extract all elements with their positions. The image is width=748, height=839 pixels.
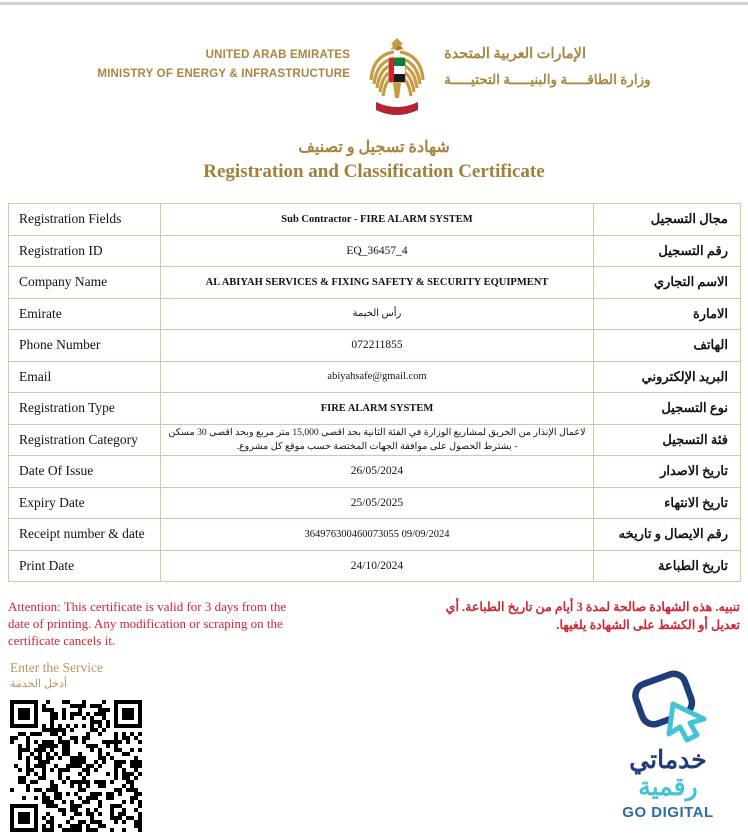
row-label-arabic: رقم التسجيل [594, 235, 741, 267]
row-value: رأس الخيمة [161, 298, 594, 330]
row-value: EQ_36457_4 [161, 235, 594, 267]
ministry-en-line2: MINISTRY OF ENERGY & INFRASTRUCTURE [97, 68, 351, 80]
row-label-english: Receipt number & date [9, 519, 161, 551]
row-label-arabic: الهاتف [594, 330, 741, 362]
row-value: abiyahsafe@gmail.com [161, 361, 594, 393]
table-row [9, 361, 741, 393]
table-row [9, 267, 741, 299]
window-top-divider [0, 2, 748, 5]
row-label-arabic: نوع التسجيل [594, 393, 741, 425]
row-label-arabic: تاريخ الطباعة [594, 550, 741, 582]
certificate-table [8, 203, 741, 582]
row-label-arabic: تاريخ الاصدار [594, 456, 741, 488]
row-label-english: Expiry Date [9, 487, 161, 519]
row-value: 25/05/2025 [161, 487, 594, 519]
row-value: لاعمال الإنذار من الحريق لمشاريع الوزارة في الفئة الثانية بحد اقصى 15,000 متر مربع وبحد اقصى 30 مسكن - يشترط الحصول على موافقة الجهات المختصة حسب موقع كل مشروع. [161, 424, 594, 456]
row-value: 364976300460073055 09/09/2024 [161, 519, 594, 551]
ministry-name-arabic [444, 42, 650, 92]
attention-text-arabic: تنبيه. هذه الشهادة صالحة لمدة 3 أيام من تاريخ الطباعة. أي تعديل أو الكشط على الشهادة يلغيها. [445, 600, 740, 632]
enter-service-label [10, 660, 103, 690]
row-label-english: Email [9, 361, 161, 393]
row-label-english: Date Of Issue [9, 456, 161, 488]
row-label-arabic: فئة التسجيل [594, 424, 741, 456]
go-digital-label: GO DIGITAL [622, 804, 714, 821]
certificate-title-arabic: شهادة تسجيل و تصنيف [298, 139, 450, 156]
row-label-english: Phone Number [9, 330, 161, 362]
ministry-ar-line2: وزارة الطاقـــــة والبنيـــــة التحتيـــــة [444, 72, 651, 87]
table-row [9, 235, 741, 267]
row-value: 26/05/2024 [161, 456, 594, 488]
row-value: FIRE ALARM SYSTEM [161, 393, 594, 425]
row-label-english: Registration ID [9, 235, 161, 267]
ministry-ar-line1: الإمارات العربية المتحدة [444, 46, 586, 62]
row-label-arabic: رقم الايصال و تاريخه [594, 519, 741, 551]
ministry-name-english [97, 46, 350, 84]
row-label-arabic: مجال التسجيل [594, 204, 741, 236]
table-row [9, 204, 741, 236]
row-label-arabic: تاريخ الانتهاء [594, 487, 741, 519]
row-label-english: Registration Fields [9, 204, 161, 236]
row-label-english: Emirate [9, 298, 161, 330]
certificate-table-body [9, 204, 741, 582]
table-row [9, 519, 741, 551]
table-row [9, 393, 741, 425]
qr-code [10, 700, 142, 832]
table-row [9, 487, 741, 519]
row-value: 072211855 [161, 330, 594, 362]
row-label-english: Company Name [9, 267, 161, 299]
table-row [9, 424, 741, 456]
go-digital-wordmark-ar1: خدماتي [629, 747, 707, 774]
row-label-english: Print Date [9, 550, 161, 582]
uae-falcon-emblem-icon [364, 36, 430, 124]
go-digital-logo [602, 664, 734, 821]
row-label-english: Registration Category [9, 424, 161, 456]
row-value: Sub Contractor - FIRE ALARM SYSTEM [161, 204, 594, 236]
table-row [9, 550, 741, 582]
row-label-english: Registration Type [9, 393, 161, 425]
row-label-arabic: البريد الإلكتروني [594, 361, 741, 393]
table-row [9, 456, 741, 488]
go-digital-wordmark-ar2: رقمية [638, 774, 698, 801]
row-label-arabic: الاسم التجاري [594, 267, 741, 299]
enter-service-english: Enter the Service [10, 660, 103, 675]
certificate-title-english: Registration and Classification Certificate [203, 161, 545, 182]
row-value: AL ABIYAH SERVICES & FIXING SAFETY & SECURITY EQUIPMENT [161, 267, 594, 299]
ministry-header [0, 36, 748, 124]
row-value: 24/10/2024 [161, 550, 594, 582]
attention-text-english: Attention: This certificate is valid for 3 days from the date of printing. Any modification or scraping on the certificate cancels it. [8, 599, 287, 648]
certificate-title [0, 137, 748, 183]
row-label-arabic: الامارة [594, 298, 741, 330]
enter-service-arabic: أدخل الخدمة [10, 678, 67, 690]
ministry-en-line1: UNITED ARAB EMIRATES [205, 49, 351, 61]
go-digital-cursor-icon [616, 664, 720, 748]
attention-notice [8, 598, 740, 649]
table-row [9, 330, 741, 362]
table-row [9, 298, 741, 330]
